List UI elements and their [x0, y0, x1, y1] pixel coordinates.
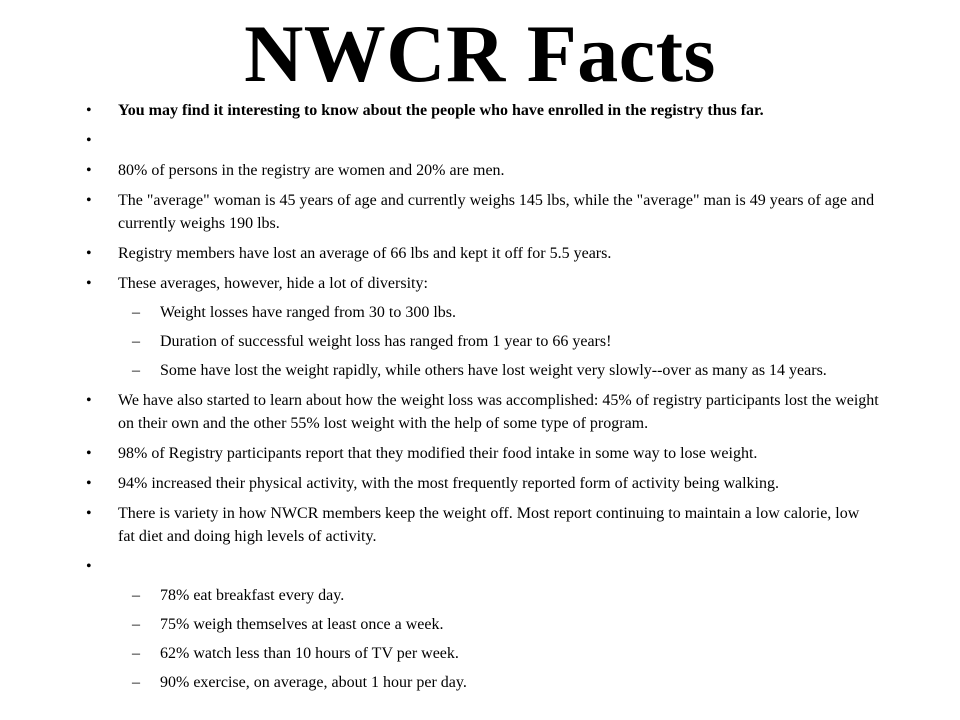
list-item-text: 80% of persons in the registry are women and 20% are men.	[118, 162, 505, 179]
dash-marker: –	[132, 616, 140, 633]
list-item	[0, 502, 960, 548]
dash-marker: –	[132, 333, 140, 350]
list-item-text: The "average" woman is 45 years of age and currently weighs 145 lbs, while the "average" man is 49 years of age and currently weighs 190 lbs.	[118, 192, 875, 232]
list-item	[0, 442, 960, 465]
dash-marker: –	[132, 645, 140, 662]
list-item-text: 78% eat breakfast every day.	[160, 587, 345, 604]
list-item-text: Weight losses have ranged from 30 to 300 lbs.	[160, 304, 456, 321]
list-item	[0, 129, 960, 152]
dash-marker: –	[132, 362, 140, 379]
slide-title: NWCR Facts	[244, 8, 716, 99]
list-item-text: 90% exercise, on average, about 1 hour per day.	[160, 674, 467, 691]
sub-list-item	[0, 584, 960, 607]
bullet-marker: •	[86, 275, 92, 292]
list-item-text: You may find it interesting to know about the people who have enrolled in the registry thus far.	[118, 102, 764, 119]
list-item	[0, 389, 960, 435]
sub-list-item	[0, 330, 960, 353]
list-item-text: 98% of Registry participants report that they modified their food intake in some way to lose weight.	[118, 445, 758, 462]
list-item-text: These averages, however, hide a lot of diversity:	[118, 275, 428, 292]
list-item-text: Registry members have lost an average of 66 lbs and kept it off for 5.5 years.	[118, 245, 612, 262]
dash-marker: –	[132, 587, 140, 604]
list-item-text: Some have lost the weight rapidly, while others have lost weight very slowly--over as many as 14 years.	[160, 362, 827, 379]
dash-marker: –	[132, 304, 140, 321]
list-item	[0, 242, 960, 265]
list-item-text: Duration of successful weight loss has ranged from 1 year to 66 years!	[160, 333, 612, 350]
list-item-text	[118, 129, 880, 152]
list-item	[0, 472, 960, 495]
list-item-text: 94% increased their physical activity, with the most frequently reported form of activity being walking.	[118, 475, 779, 492]
list-item	[0, 159, 960, 182]
bullet-marker: •	[86, 102, 92, 119]
bullet-list	[0, 93, 960, 694]
bullet-marker: •	[86, 162, 92, 179]
dash-marker: –	[132, 674, 140, 691]
list-item	[0, 272, 960, 295]
sub-list-item	[0, 642, 960, 665]
bullet-marker: •	[86, 132, 92, 149]
bullet-marker: •	[86, 505, 92, 522]
list-item-text: There is variety in how NWCR members keep the weight off. Most report continuing to maintain a low calorie, low fat diet and doing high levels of activity.	[118, 505, 860, 545]
sub-list-item	[0, 301, 960, 324]
bullet-marker: •	[86, 558, 92, 575]
list-item	[0, 189, 960, 235]
list-item-text: 62% watch less than 10 hours of TV per week.	[160, 645, 459, 662]
sub-list-item	[0, 613, 960, 636]
list-item-text	[118, 555, 880, 578]
bullet-marker: •	[86, 245, 92, 262]
list-item	[0, 555, 960, 578]
bullet-marker: •	[86, 475, 92, 492]
bullet-marker: •	[86, 392, 92, 409]
sub-list-item	[0, 671, 960, 694]
bullet-marker: •	[86, 445, 92, 462]
list-item-text: We have also started to learn about how the weight loss was accomplished: 45% of registry participants lost the weight on their own and the other 55% lost weight with the help of some type of program.	[118, 392, 879, 432]
list-item-text: 75% weigh themselves at least once a week.	[160, 616, 444, 633]
sub-list-item	[0, 359, 960, 382]
bullet-marker: •	[86, 192, 92, 209]
list-item	[0, 99, 960, 122]
